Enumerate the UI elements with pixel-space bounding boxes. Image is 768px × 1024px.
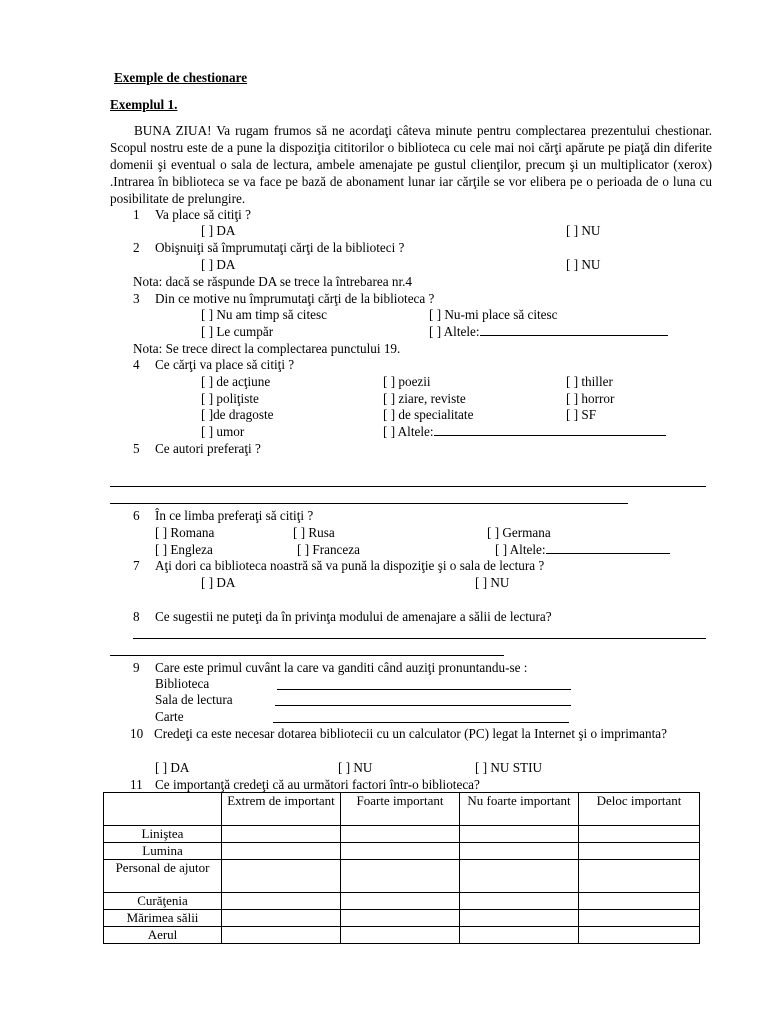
q4-option-action[interactable]: [ ] de acţiune — [201, 374, 271, 389]
q3-option-other-label: [ ] Altele: — [429, 324, 480, 339]
q9-answer-line-1[interactable] — [277, 689, 571, 690]
table-cell[interactable] — [579, 826, 700, 843]
table-cell[interactable] — [460, 893, 579, 910]
table-row — [104, 843, 700, 860]
q6-option-german[interactable]: [ ] Germana — [487, 525, 551, 540]
q10-option-da[interactable]: [ ] DA — [155, 760, 190, 775]
table-cell[interactable] — [222, 843, 341, 860]
q9-text: Care este primul cuvânt la care va ganditi când auziţi pronuntandu-se : — [155, 660, 528, 675]
row-label-curatenia: Curăţenia — [104, 893, 222, 910]
q10-number: 10 — [130, 726, 144, 741]
table-cell[interactable] — [222, 910, 341, 927]
table-cell[interactable] — [579, 860, 700, 893]
q11-text: Ce importanţă credeţi că au următori factori într-o biblioteca? — [155, 777, 480, 792]
table-header-extrem: Extrem de important — [222, 793, 341, 826]
q11-number: 11 — [130, 777, 143, 792]
table-cell[interactable] — [460, 910, 579, 927]
q9-word-sala: Sala de lectura — [155, 692, 233, 707]
table-cell[interactable] — [341, 843, 460, 860]
table-cell[interactable] — [460, 927, 579, 944]
q5-answer-line-1[interactable] — [110, 486, 706, 487]
table-cell[interactable] — [341, 860, 460, 893]
q6-option-other[interactable] — [495, 541, 670, 558]
q6-other-answer-line[interactable] — [546, 541, 670, 554]
q7-option-da[interactable]: [ ] DA — [201, 575, 236, 590]
table-header-empty — [104, 793, 222, 826]
table-header-nu-foarte: Nu foarte important — [460, 793, 579, 826]
q6-option-french[interactable]: [ ] Franceza — [297, 542, 360, 557]
table-cell[interactable] — [222, 826, 341, 843]
table-cell[interactable] — [579, 843, 700, 860]
note-skip-to-4: Nota: dacă se răspunde DA se trece la întrebarea nr.4 — [133, 274, 413, 289]
table-row — [104, 910, 700, 927]
q6-option-other-label: [ ] Altele: — [495, 542, 546, 557]
example-title: Exemplul 1. — [110, 97, 178, 112]
table-cell[interactable] — [460, 860, 579, 893]
q4-option-humor[interactable]: [ ] umor — [201, 424, 245, 439]
q1-number: 1 — [133, 207, 140, 222]
q8-answer-line-1[interactable] — [133, 638, 706, 639]
row-label-lumina: Lumina — [104, 843, 222, 860]
q3-number: 3 — [133, 291, 140, 306]
q4-option-poetry[interactable]: [ ] poezii — [383, 374, 431, 389]
q3-option-dislike[interactable]: [ ] Nu-mi place să citesc — [429, 307, 558, 322]
table-cell[interactable] — [341, 826, 460, 843]
q1-option-da[interactable]: [ ] DA — [201, 223, 236, 238]
table-cell[interactable] — [341, 893, 460, 910]
q4-text: Ce cărţi va place să citiţi ? — [155, 357, 295, 372]
q5-number: 5 — [133, 441, 140, 456]
q9-word-biblioteca: Biblioteca — [155, 676, 210, 691]
table-cell[interactable] — [341, 910, 460, 927]
q6-number: 6 — [133, 508, 140, 523]
q10-option-nu[interactable]: [ ] NU — [338, 760, 373, 775]
q9-answer-line-3[interactable] — [273, 722, 569, 723]
q9-number: 9 — [133, 660, 140, 675]
q8-number: 8 — [133, 609, 140, 624]
row-label-aerul: Aerul — [104, 927, 222, 944]
table-row — [104, 927, 700, 944]
q6-text: În ce limba preferaţi să citiţi ? — [155, 508, 314, 523]
q3-option-other[interactable] — [429, 323, 668, 340]
q4-option-detective[interactable]: [ ] poliţiste — [201, 391, 259, 406]
factors-table — [103, 792, 700, 944]
q4-option-sf[interactable]: [ ] SF — [566, 407, 597, 422]
q9-answer-line-2[interactable] — [275, 705, 571, 706]
table-row — [104, 860, 700, 893]
table-cell[interactable] — [579, 893, 700, 910]
q1-option-nu[interactable]: [ ] NU — [566, 223, 601, 238]
table-cell[interactable] — [579, 927, 700, 944]
q4-option-romance[interactable]: [ ]de dragoste — [201, 407, 274, 422]
q2-number: 2 — [133, 240, 140, 255]
table-cell[interactable] — [460, 826, 579, 843]
q4-option-horror[interactable]: [ ] horror — [566, 391, 615, 406]
q6-option-romanian[interactable]: [ ] Romana — [155, 525, 215, 540]
q8-text: Ce sugestii ne puteţi da în privinţa modului de amenajare a sălii de lectura? — [155, 609, 552, 624]
q2-option-nu[interactable]: [ ] NU — [566, 257, 601, 272]
q3-text: Din ce motive nu împrumutaţi cărţi de la biblioteca ? — [155, 291, 435, 306]
row-label-marimea: Mărimea sălii — [104, 910, 222, 927]
table-cell[interactable] — [222, 927, 341, 944]
q8-answer-line-2[interactable] — [110, 655, 504, 656]
row-label-linistea: Liniştea — [104, 826, 222, 843]
q10-option-nu-stiu[interactable]: [ ] NU STIU — [475, 760, 543, 775]
q4-option-newspapers[interactable]: [ ] ziare, reviste — [383, 391, 466, 406]
q4-option-thriller[interactable]: [ ] thiller — [566, 374, 613, 389]
q7-text: Aţi dori ca biblioteca noastră să va pună la dispoziţie şi o sala de lectura ? — [155, 558, 545, 573]
q5-text: Ce autori preferaţi ? — [155, 441, 261, 456]
q3-option-buy[interactable]: [ ] Le cumpăr — [201, 324, 274, 339]
q4-option-specialty[interactable]: [ ] de specialitate — [383, 407, 474, 422]
table-header-deloc: Deloc important — [579, 793, 700, 826]
q5-answer-line-2[interactable] — [110, 503, 628, 504]
q7-option-nu[interactable]: [ ] NU — [475, 575, 510, 590]
table-cell[interactable] — [579, 910, 700, 927]
table-cell[interactable] — [341, 927, 460, 944]
q9-word-carte: Carte — [155, 709, 184, 724]
table-header-row — [104, 793, 700, 826]
q4-number: 4 — [133, 357, 140, 372]
note-skip-to-19: Nota: Se trece direct la complectarea punctului 19. — [133, 341, 401, 356]
q4-option-other[interactable] — [383, 423, 666, 440]
q4-option-other-label: [ ] Altele: — [383, 424, 434, 439]
document-heading: Exemple de chestionare — [114, 70, 248, 85]
table-row — [104, 826, 700, 843]
q3-option-no-time[interactable]: [ ] Nu am timp să citesc — [201, 307, 327, 322]
q3-other-answer-line[interactable] — [480, 323, 668, 336]
table-row — [104, 893, 700, 910]
q7-number: 7 — [133, 558, 140, 573]
q2-text: Obişnuiţi să împrumutaţi cărţi de la biblioteci ? — [155, 240, 405, 255]
table-cell[interactable] — [222, 893, 341, 910]
q10-text: Credeţi ca este necesar dotarea bibliotecii cu un calculator (PC) legat la Internet şi o imprimanta? — [154, 726, 667, 741]
table-cell[interactable] — [460, 843, 579, 860]
row-label-personal: Personal de ajutor — [104, 860, 222, 893]
q6-option-english[interactable]: [ ] Engleza — [155, 542, 213, 557]
table-cell[interactable] — [222, 860, 341, 893]
q1-text: Va place să citiţi ? — [155, 207, 251, 222]
q4-other-answer-line[interactable] — [434, 423, 666, 436]
q2-option-da[interactable]: [ ] DA — [201, 257, 236, 272]
table-header-foarte: Foarte important — [341, 793, 460, 826]
q6-option-russian[interactable]: [ ] Rusa — [293, 525, 335, 540]
intro-paragraph: BUNA ZIUA! Va rugam frumos să ne acordaţi câteva minute pentru complectarea prezentului chestionar. Scopul nostru este de a pune la dispoziţia cititorilor o biblioteca cu cele mai noi cărţi apărute pe piaţă din diferite domenii şi eventual o sala de lectura, ambele amenajate pe gustul clienţilor, precum şi un multiplicator (xerox) .Intrarea în biblioteca se va face pe bază de abonament lunar iar cărţile se vor elibera pe o perioada de o luna cu posibilitate de prelungire. — [110, 123, 712, 206]
